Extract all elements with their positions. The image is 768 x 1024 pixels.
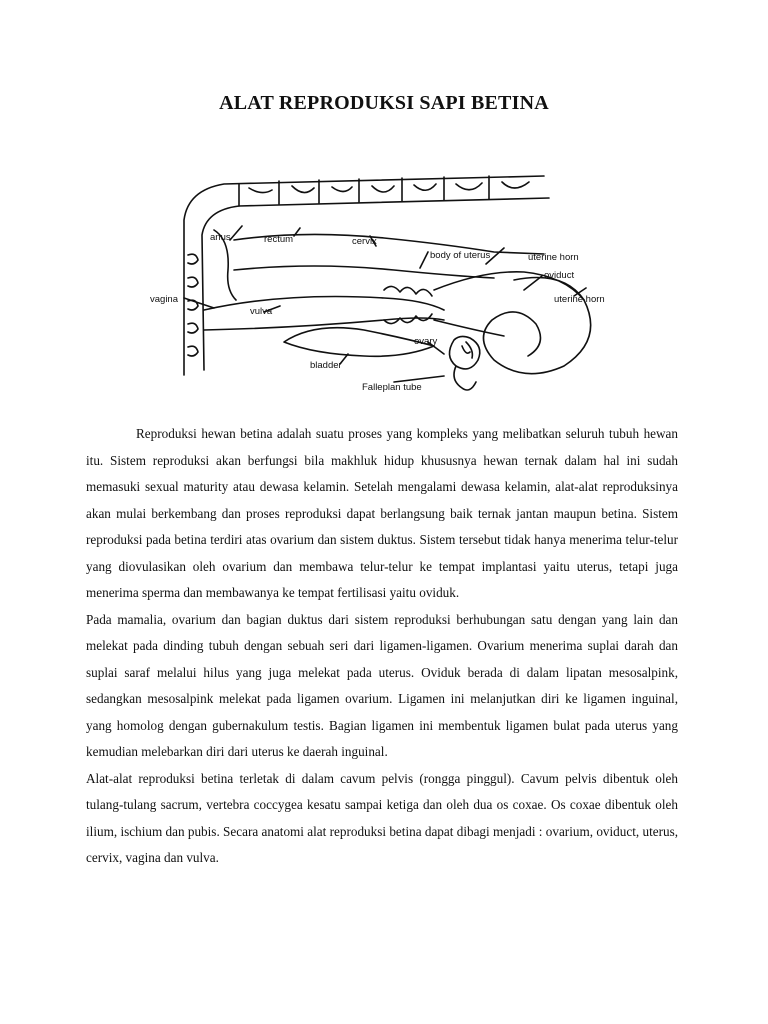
label-oviduct: oviduct <box>544 270 575 281</box>
vagina-upper <box>204 297 444 311</box>
label-uterine-horn-top: uterine horn <box>528 252 579 263</box>
label-rectum: rectum <box>264 234 294 245</box>
uterine-horn-coil <box>483 278 590 374</box>
diagram-svg <box>144 160 620 400</box>
label-anus: anus <box>210 232 231 243</box>
label-fallopian-tube: Falleplan tube <box>362 382 422 393</box>
paragraph-2: Pada mamalia, ovarium dan bagian duktus dari sistem reproduksi berhubungan satu dengan yang lain dan melekat pada dinding tubuh dengan sebuah seri dari ligamen-ligamen. Ovarium menerima suplai darah dan suplai saraf melalui hilus yang juga melekat pada uterus. Oviduk berada di dalam lipatan mesosalpink, sedangkan mesosalpink melekat pada ligamen ovarium. Ligamen ini melanjutkan diri ke ligamen inguinal, yang homolog dengan gubernakulum testis. Bagian ligamen ini membentuk ligamen bulat pada uterus yang kemudian melebarkan diri dari uterus ke daerah inguinal. <box>86 611 678 759</box>
page-title: ALAT REPRODUKSI SAPI BETINA <box>219 92 549 114</box>
vertebra-texture <box>249 182 529 193</box>
ovary-shape <box>449 336 479 369</box>
label-vagina: vagina <box>150 294 178 305</box>
label-uterine-horn-right: uterine horn <box>554 294 605 305</box>
body-text <box>86 421 678 872</box>
bladder-shape <box>284 328 434 357</box>
label-bladder: bladder <box>310 360 342 371</box>
tail-vertebrae <box>188 254 198 356</box>
reproductive-diagram <box>144 160 620 400</box>
leader-lines <box>184 226 586 382</box>
label-cervix: cervix <box>352 236 377 247</box>
spine-inner <box>202 198 549 370</box>
rectum-lower <box>234 266 494 278</box>
uterus-lower <box>434 320 504 336</box>
label-ovary: ovary <box>414 336 438 347</box>
paragraph-1: Reproduksi hewan betina adalah suatu proses yang kompleks yang melibatkan seluruh tubuh hewan itu. Sistem reproduksi akan berfungsi bila makhluk hidup khususnya hewan ternak dalam hal ini sudah memasuki sexual maturity atau dewasa kelamin. Setelah mengalami dewasa kelamin, alat-alat reproduksinya akan mulai berkembang dan proses reproduksi dapat berlangsung baik ternak jantan maupun betina. Sistem reproduksi pada betina terdiri atas ovarium dan sistem duktus. Sistem tersebut tidak hanya menerima telur-telur yang diovulasikan oleh ovarium dan membawa telur-telur ke tempat implantasi yaitu uterus, tetapi juga menerima sperma dan membawanya ke tempat fertilisasi yaitu oviduk. <box>86 426 678 600</box>
label-body-of-uterus: body of uterus <box>430 250 491 261</box>
label-vulva: vulva <box>250 306 273 317</box>
ovary-detail <box>462 342 472 358</box>
paragraph-3: Alat-alat reproduksi betina terletak di dalam cavum pelvis (rongga pinggul). Cavum pelvis dibentuk oleh tulang-tulang sacrum, vertebra coccygea kesatu sampai ketiga dan oleh dua os coxae. Os coxae dibentuk oleh ilium, ischium dan pubis. Secara anatomi alat reproduksi betina dapat dibagi menjadi : ovarium, oviduct, uterus, cervix, vagina dan vulva. <box>86 770 678 865</box>
